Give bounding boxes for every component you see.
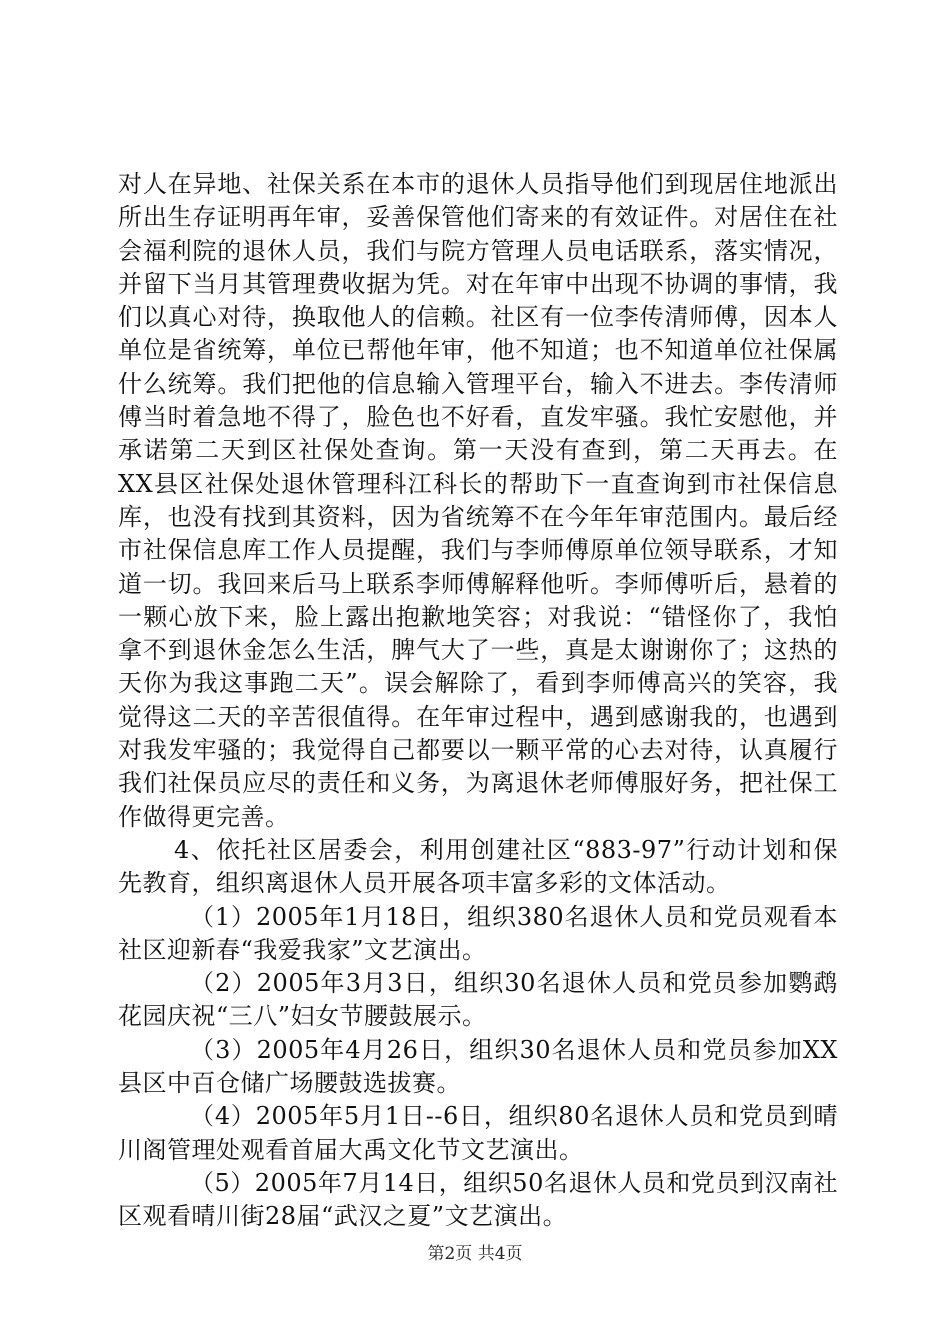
list-item-activity-3: （3）2005年4月26日，组织30名退休人员和党员参加XX县区中百仓储广场腰鼓选拔赛。 <box>118 1035 838 1098</box>
paragraph-annual-review-story: 对人在异地、社保关系在本市的退休人员指导他们到现居住地派出所出生存证明再年审，妥善保管他们寄来的有效证件。对居住在社会福利院的退休人员，我们与院方管理人员电话联系，落实情况，并留下当月其管理费收据为凭。对在年审中出现不协调的事情，我们以真心对待，换取他人的信赖。社区有一位李传清师傅，因本人单位是省统筹，单位已帮他年审，他不知道；也不知道单位社保属什么统筹。我们把他的信息输入管理平台，输入不进去。李传清师傅当时着急地不得了，脸色也不好看，直发牢骚。我忙安慰他，并承诺第二天到区社保处查询。第一天没有查到，第二天再去。在XX县区社保处退休管理科江科长的帮助下一直查询到市社保信息库，也没有找到其资料，因为省统筹不在今年年审范围内。最后经市社保信息库工作人员提醒，我们与李师傅原单位领导联系，才知道一切。我回来后马上联系李师傅解释他听。李师傅听后，悬着的一颗心放下来，脸上露出抱歉地笑容；对我说：“错怪你了，我怕拿不到退休金怎么生活，脾气大了一些，真是太谢谢你了；这热的天你为我这事跑二天”。误会解除了，看到李师傅高兴的笑容，我觉得这二天的辛苦很值得。在年审过程中，遇到感谢我的，也遇到对我发牢骚的；我觉得自己都要以一颗平常的心去对待，认真履行我们社保员应尽的责任和义务，为离退休老师傅服好务，把社保工作做得更完善。 <box>118 170 838 831</box>
page-footer <box>0 1243 950 1265</box>
paragraph-cultural-activities-intro: 4、依托社区居委会，利用创建社区“883-97”行动计划和保先教育，组织离退休人员开展各项丰富多彩的文体活动。 <box>118 835 838 898</box>
list-item-activity-5: （5）2005年7月14日，组织50名退休人员和党员到汉南社区观看晴川街28届“武汉之夏”文艺演出。 <box>118 1168 838 1231</box>
list-item-activity-1: （1）2005年1月18日，组织380名退休人员和党员观看本社区迎新春“我爱我家”文艺演出。 <box>118 902 838 964</box>
list-item-activity-4: （4）2005年5月1日--6日，组织80名退休人员和党员到晴川阁管理处观看首届大禹文化节文艺演出。 <box>118 1102 838 1164</box>
document-body <box>118 168 838 1234</box>
page-number: 第2页 共4页 <box>427 1244 523 1264</box>
list-item-activity-2: （2）2005年3月3日，组织30名退休人员和党员参加鹦鹉花园庆祝“三八”妇女节腰鼓展示。 <box>118 969 838 1031</box>
